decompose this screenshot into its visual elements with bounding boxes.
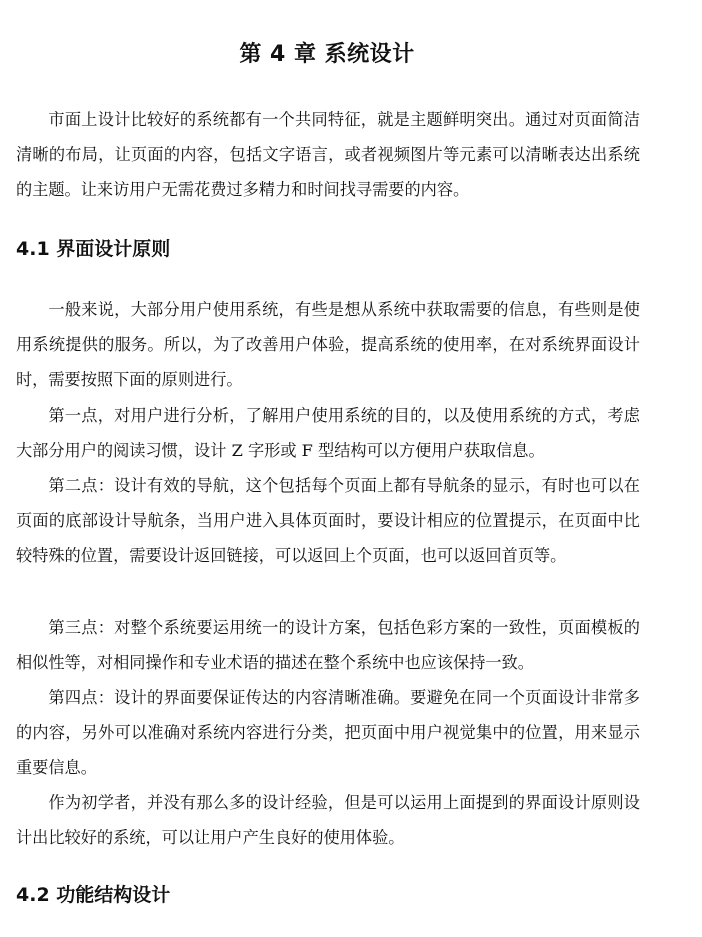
- section-heading-4-1: 4.1 界面设计原则: [16, 238, 171, 260]
- paragraph-conclusion: 作为初学者，并没有那么多的设计经验，但是可以运用上面提到的界面设计原则设计出比较好的系统，可以让用户产生良好的使用体验。: [16, 793, 640, 847]
- chapter-title: 第 4 章 系统设计: [239, 42, 415, 67]
- intro-paragraph: 市面上设计比较好的系统都有一个共同特征，就是主题鲜明突出。通过对页面简洁清晰的布局，让页面的内容，包括文字语言，或者视频图片等元素可以清晰表达出系统的主题。让来访用户无需花费过多精力和时间找寻需要的内容。: [16, 110, 640, 199]
- paragraph-point-one: 第一点，对用户进行分析，了解用户使用系统的目的，以及使用系统的方式，考虑大部分用户的阅读习惯，设计 Z 字形或 F 型结构可以方便用户获取信息。: [16, 406, 640, 460]
- paragraph-point-four: 第四点：设计的界面要保证传达的内容清晰准确。要避免在同一个页面设计非常多的内容，另外可以准确对系统内容进行分类，把页面中用户视觉集中的位置，用来显示重要信息。: [16, 688, 640, 777]
- paragraph-point-three: 第三点：对整个系统要运用统一的设计方案，包括色彩方案的一致性，页面模板的相似性等，对相同操作和专业术语的描述在整个系统中也应该保持一致。: [16, 618, 640, 672]
- paragraph-general-overview: 一般来说，大部分用户使用系统，有些是想从系统中获取需要的信息，有些则是使用系统提供的服务。所以，为了改善用户体验，提高系统的使用率，在对系统界面设计时，需要按照下面的原则进行。: [16, 300, 640, 389]
- paragraph-point-two: 第二点：设计有效的导航，这个包括每个页面上都有导航条的显示，有时也可以在页面的底部设计导航条，当用户进入具体页面时，要设计相应的位置提示，在页面中比较特殊的位置，需要设计返回链接，可以返回上个页面，也可以返回首页等。: [16, 476, 640, 565]
- section-heading-4-2: 4.2 功能结构设计: [16, 884, 171, 906]
